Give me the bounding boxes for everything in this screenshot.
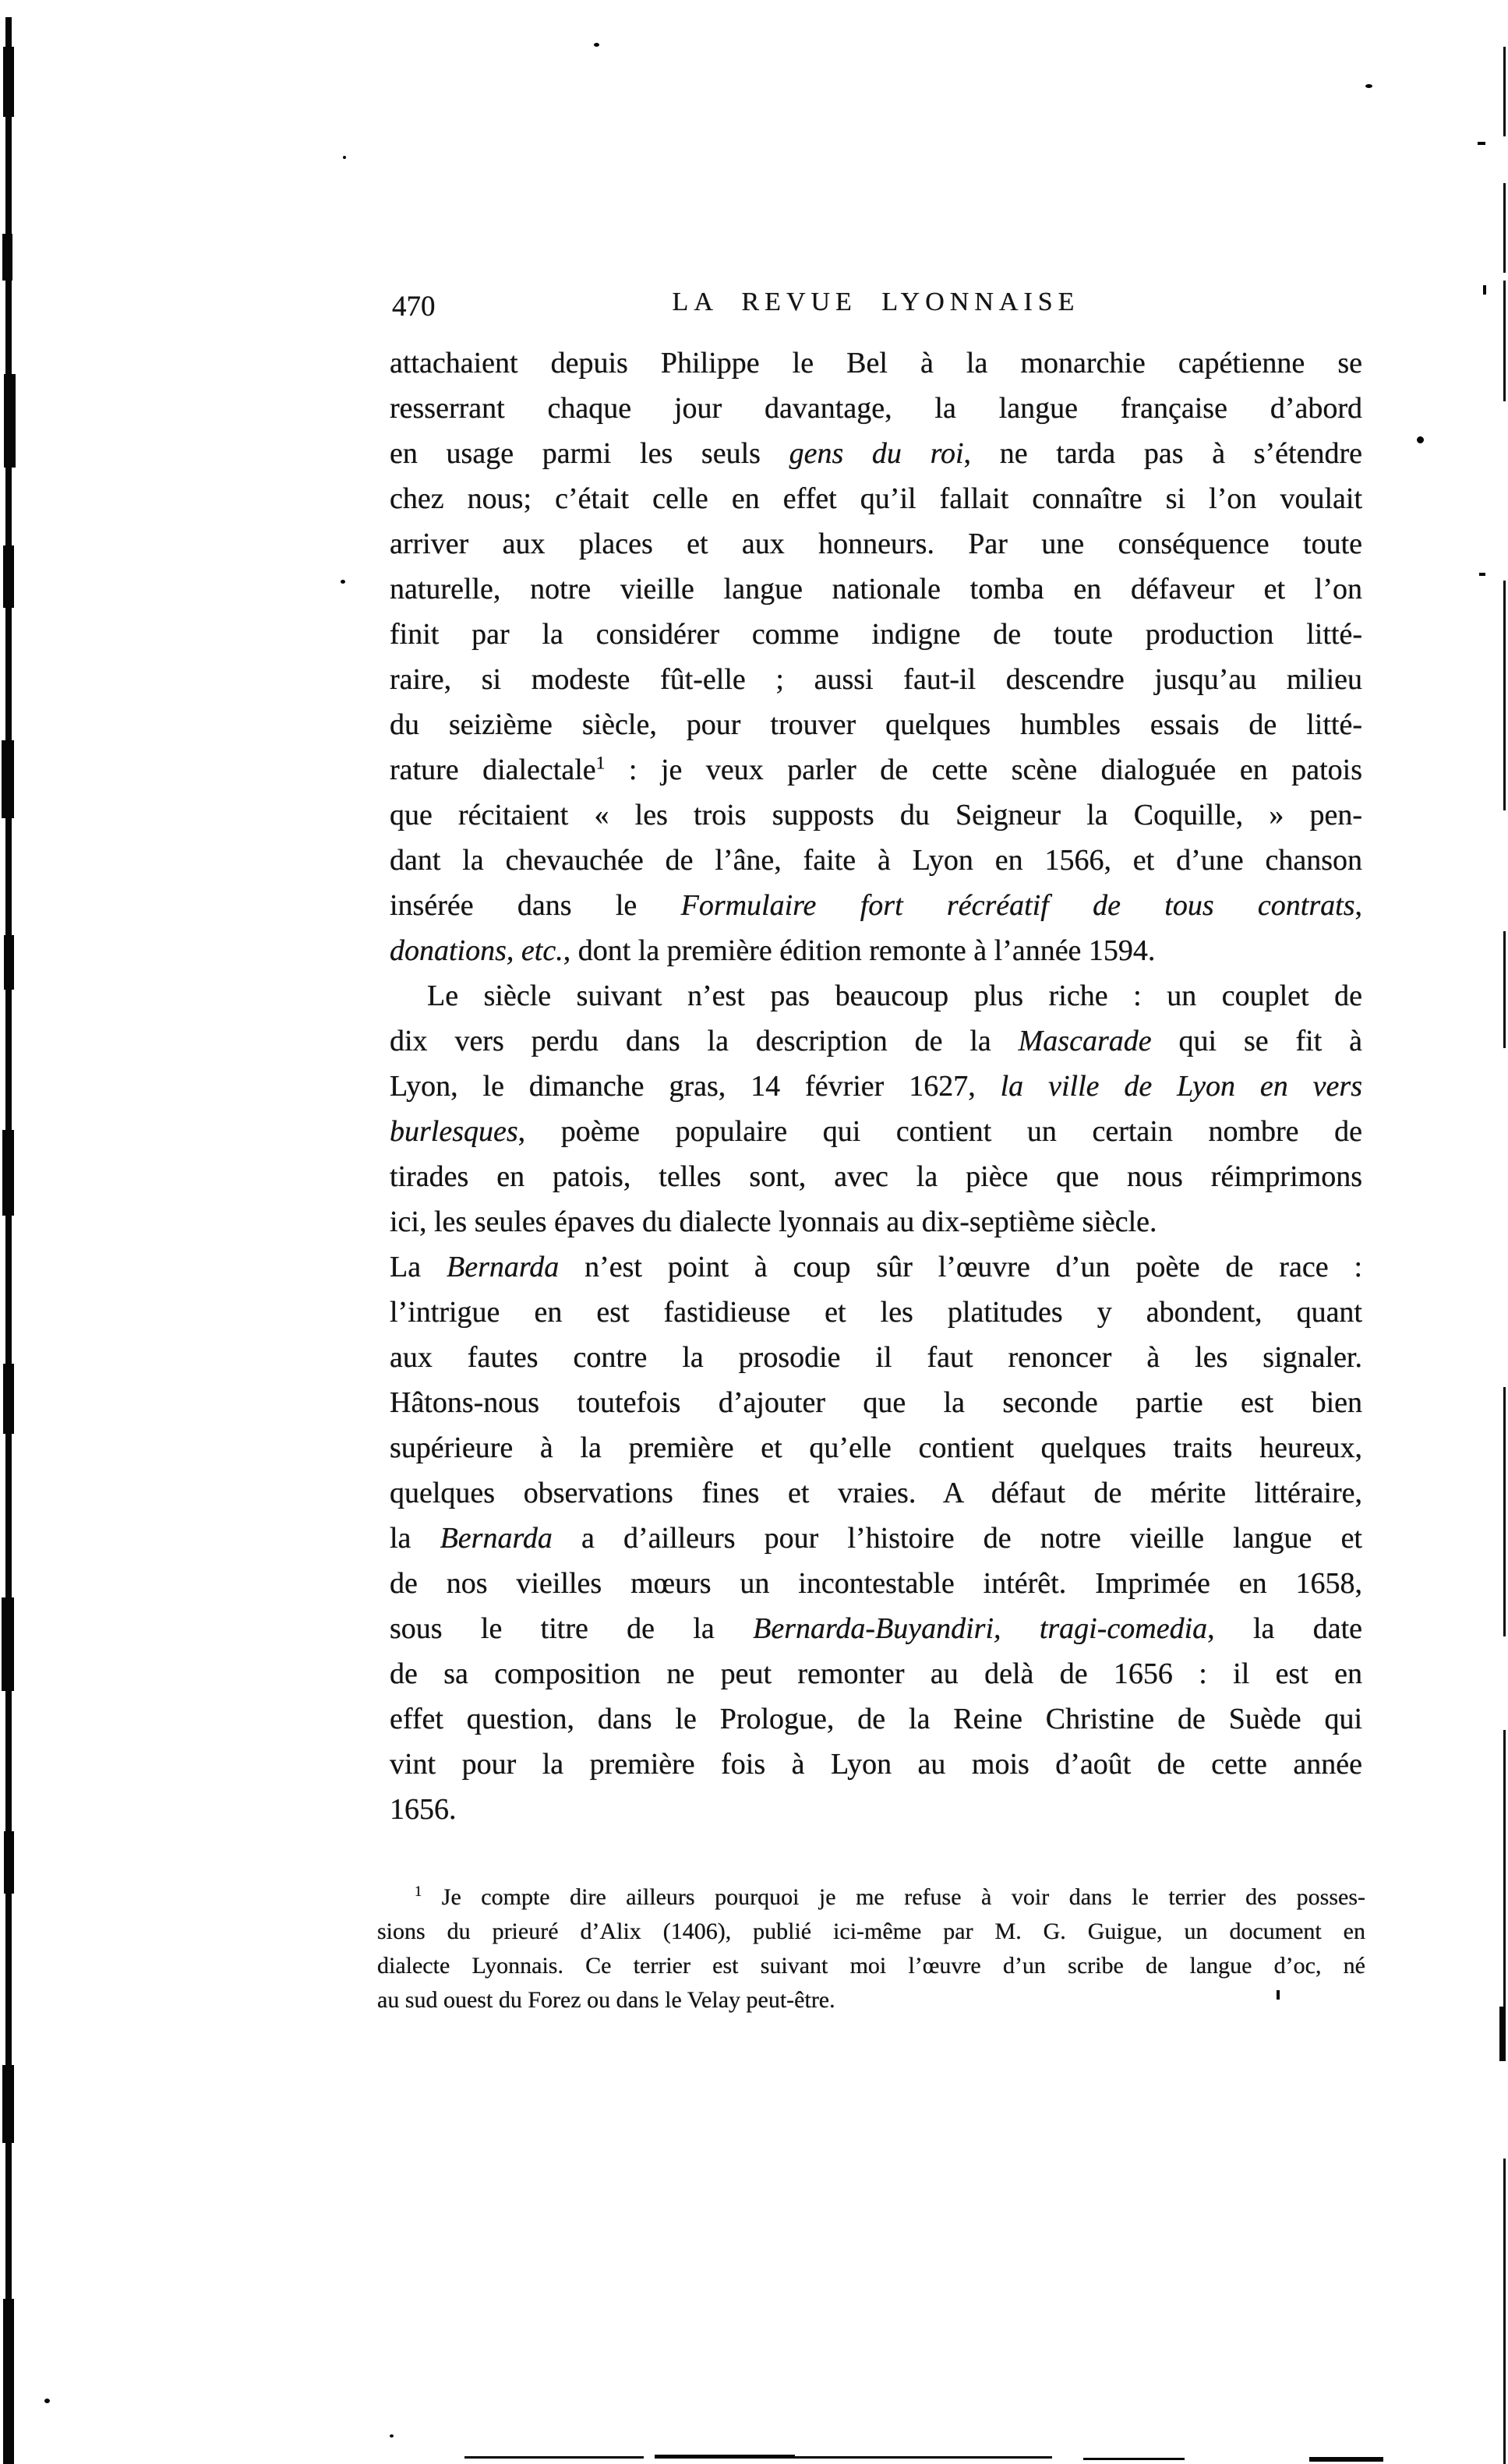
text-line bbox=[390, 1787, 1362, 1832]
scan-artifact-right-line bbox=[1503, 47, 1506, 136]
text-line bbox=[390, 341, 1362, 386]
text-line bbox=[390, 612, 1362, 657]
scan-artifact-right-blob bbox=[1499, 2007, 1506, 2061]
text-segment: , dont la première édition remonte à l’année 1594. bbox=[563, 934, 1156, 967]
scan-artifact-left-blob bbox=[4, 935, 14, 990]
text-segment: Hâtons-nous toutefois d’ajouter que la seconde partie est bien bbox=[390, 1386, 1362, 1419]
scan-artifact-left-blob bbox=[3, 1364, 14, 1434]
text-segment: gens du roi bbox=[789, 437, 964, 470]
text-line bbox=[390, 1696, 1362, 1742]
scan-artifact-bottom-line bbox=[795, 2456, 1052, 2459]
scan-speck bbox=[594, 43, 599, 47]
text-segment: l’intrigue en est fastidieuse et les platitudes y abondent, quant bbox=[390, 1296, 1362, 1329]
text-segment: , ne tarda pas à s’étendre bbox=[963, 437, 1362, 470]
text-line bbox=[390, 567, 1362, 612]
text-segment: dialecte Lyonnais. Ce terrier est suivant moi l’œuvre d’un scribe de langue d’oc, né bbox=[377, 1953, 1365, 1979]
scan-artifact-bottom-line bbox=[1083, 2458, 1185, 2460]
text-line bbox=[390, 702, 1362, 747]
scan-artifact-right-line bbox=[1503, 1387, 1506, 1636]
scan-artifact-bottom-line bbox=[655, 2455, 795, 2459]
text-segment: supérieure à la première et qu’elle contient quelques traits heureux, bbox=[390, 1431, 1362, 1464]
text-segment: la bbox=[390, 1522, 440, 1555]
text-line bbox=[390, 1742, 1362, 1787]
text-segment: n’est point à coup sûr l’œuvre d’un poète de race : bbox=[559, 1251, 1363, 1283]
text-segment: de nos vieilles mœurs un incontestable intérêt. Imprimée en 1658, bbox=[390, 1567, 1362, 1600]
scan-speck bbox=[390, 2434, 394, 2438]
text-line bbox=[390, 1425, 1362, 1470]
text-line bbox=[390, 1561, 1362, 1606]
text-line bbox=[390, 431, 1362, 476]
text-segment: a d’ailleurs pour l’histoire de notre vieille langue et bbox=[552, 1522, 1362, 1555]
scan-speck bbox=[1479, 573, 1485, 576]
scan-speck bbox=[1417, 436, 1424, 443]
text-line bbox=[390, 386, 1362, 431]
text-segment: sions du prieuré d’Alix (1406), publié ici-même par M. G. Guigue, un document en bbox=[377, 1919, 1365, 1944]
text-segment: , poème populaire qui contient un certain nombre de bbox=[517, 1115, 1362, 1148]
text-segment: aux fautes contre la prosodie il faut renoncer à les signaler. bbox=[390, 1341, 1362, 1374]
text-segment: en usage parmi les seuls bbox=[390, 437, 789, 470]
text-segment: burlesques bbox=[390, 1115, 518, 1148]
text-segment: finit par la considérer comme indigne de toute production litté- bbox=[390, 618, 1362, 651]
text-line bbox=[377, 1915, 1365, 1949]
text-segment: de sa composition ne peut remonter au delà de 1656 : il est en bbox=[390, 1657, 1362, 1690]
scan-artifact-left-blob bbox=[2, 234, 12, 281]
scan-artifact-left-blob bbox=[4, 1831, 14, 1894]
text-segment: 1656. bbox=[390, 1793, 457, 1826]
text-line bbox=[390, 928, 1362, 973]
scan-speck bbox=[44, 2399, 50, 2403]
text-segment: chez nous; c’était celle en effet qu’il fallait connaître si l’on voulait bbox=[390, 482, 1362, 515]
text-segment: attachaient depuis Philippe le Bel à la monarchie capétienne se bbox=[390, 347, 1362, 379]
text-segment: tirades en patois, telles sont, avec la pièce que nous réimprimons bbox=[390, 1160, 1362, 1193]
scan-artifact-right-line bbox=[1503, 281, 1506, 401]
scan-speck bbox=[1365, 84, 1372, 88]
scan-speck bbox=[1478, 142, 1485, 145]
scan-artifact-right-line bbox=[1503, 931, 1506, 1048]
text-segment: , la date bbox=[1207, 1612, 1362, 1645]
text-segment: Lyon, le dimanche gras, 14 février 1627, bbox=[390, 1070, 1001, 1103]
text-line bbox=[390, 1516, 1362, 1561]
text-line bbox=[390, 1606, 1362, 1651]
text-segment: donations, etc. bbox=[390, 934, 563, 967]
text-segment: Bernarda bbox=[440, 1522, 553, 1555]
text-line bbox=[390, 1199, 1362, 1244]
text-line bbox=[390, 1290, 1362, 1335]
scan-artifact-right-line bbox=[1503, 183, 1506, 273]
scan-artifact-left-blob bbox=[3, 47, 14, 117]
text-segment: , bbox=[1354, 889, 1362, 922]
text-segment: qui se fit à bbox=[1151, 1025, 1362, 1057]
scan-artifact-bottom-line bbox=[1309, 2457, 1383, 2462]
text-line bbox=[390, 657, 1362, 702]
text-line bbox=[390, 1244, 1362, 1290]
scan-artifact-left-blob bbox=[2, 1597, 14, 1691]
text-line bbox=[390, 1018, 1362, 1064]
text-segment: quelques observations fines et vraies. A défaut de mérite littéraire, bbox=[390, 1477, 1362, 1509]
text-segment: Bernarda bbox=[446, 1251, 560, 1283]
text-segment: rature dialectale bbox=[390, 754, 596, 786]
text-line bbox=[390, 747, 1362, 793]
text-line bbox=[390, 1064, 1362, 1109]
text-segment: dix vers perdu dans la description de la bbox=[390, 1025, 1019, 1057]
scan-speck bbox=[343, 156, 346, 159]
text-segment: vint pour la première fois à Lyon au mois d’août de cette année bbox=[390, 1748, 1362, 1781]
text-segment: du seizième siècle, pour trouver quelques humbles essais de litté- bbox=[390, 708, 1362, 741]
footnote-reference: 1 bbox=[595, 753, 606, 774]
text-segment: insérée dans le bbox=[390, 889, 681, 922]
text-segment: Formulaire fort récréatif de tous contrats bbox=[680, 889, 1355, 922]
text-line bbox=[390, 973, 1362, 1018]
journal-title: LA REVUE LYONNAISE bbox=[672, 288, 1080, 316]
text-line bbox=[390, 476, 1362, 521]
text-segment: que récitaient « les trois supposts du Seigneur la Coquille, » pen- bbox=[390, 799, 1362, 831]
scan-speck bbox=[341, 580, 345, 584]
text-line bbox=[390, 521, 1362, 567]
text-line bbox=[390, 793, 1362, 838]
scan-speck bbox=[1483, 285, 1486, 295]
text-segment: naturelle, notre vieille langue nationale tomba en défaveur et l’on bbox=[390, 573, 1362, 605]
text-line bbox=[377, 1880, 1365, 1915]
body-text bbox=[390, 341, 1362, 1832]
text-segment: raire, si modeste fût-elle ; aussi faut-il descendre jusqu’au milieu bbox=[390, 663, 1362, 696]
text-segment: Le siècle suivant n’est pas beaucoup plus riche : un couplet de bbox=[427, 980, 1362, 1012]
scan-artifact-left-blob bbox=[2, 740, 14, 818]
scan-artifact-bottom-line bbox=[464, 2456, 644, 2459]
text-segment: Je compte dire ailleurs pourquoi je me refuse à voir dans le terrier des posses- bbox=[422, 1884, 1365, 1910]
footnote-reference: 1 bbox=[415, 1883, 422, 1900]
text-segment: ici, les seules épaves du dialecte lyonnais au dix-septième siècle. bbox=[390, 1206, 1157, 1238]
text-segment: sous le titre de la bbox=[390, 1612, 754, 1645]
text-line bbox=[390, 1109, 1362, 1154]
scan-artifact-left-blob bbox=[3, 2299, 14, 2464]
text-segment: la ville de Lyon en vers bbox=[1000, 1070, 1362, 1103]
text-line bbox=[390, 838, 1362, 883]
text-line bbox=[390, 1335, 1362, 1380]
text-line bbox=[390, 1154, 1362, 1199]
scan-artifact-left-blob bbox=[2, 1130, 14, 1216]
text-segment: Mascarade bbox=[1018, 1025, 1152, 1057]
footnote-text bbox=[377, 1880, 1365, 2017]
text-segment: dant la chevauchée de l’âne, faite à Lyon en 1566, et d’une chanson bbox=[390, 844, 1362, 877]
text-segment: effet question, dans le Prologue, de la Reine Christine de Suède qui bbox=[390, 1703, 1362, 1735]
text-line bbox=[390, 1651, 1362, 1696]
scan-artifact-left-blob bbox=[2, 2065, 14, 2143]
text-line bbox=[390, 883, 1362, 928]
scan-artifact-left-blob bbox=[3, 545, 14, 608]
text-segment: Bernarda-Buyandiri, tragi-comedia bbox=[753, 1612, 1208, 1645]
page-number: 470 bbox=[392, 291, 436, 323]
text-line bbox=[390, 1470, 1362, 1516]
text-segment: au sud ouest du Forez ou dans le Velay peut-être. bbox=[377, 1987, 835, 2013]
scan-artifact-left-blob bbox=[4, 374, 16, 468]
text-line bbox=[390, 1380, 1362, 1425]
scan-artifact-right-line bbox=[1503, 2159, 1506, 2464]
text-line bbox=[377, 1949, 1365, 1983]
text-segment: La bbox=[390, 1251, 447, 1283]
text-segment: : je veux parler de cette scène dialoguée en patois bbox=[605, 754, 1362, 786]
text-segment: resserrant chaque jour davantage, la langue française d’abord bbox=[390, 392, 1362, 425]
scan-artifact-right-line bbox=[1503, 581, 1506, 810]
text-line bbox=[377, 1983, 1365, 2017]
text-segment: arriver aux places et aux honneurs. Par une conséquence toute bbox=[390, 528, 1362, 560]
